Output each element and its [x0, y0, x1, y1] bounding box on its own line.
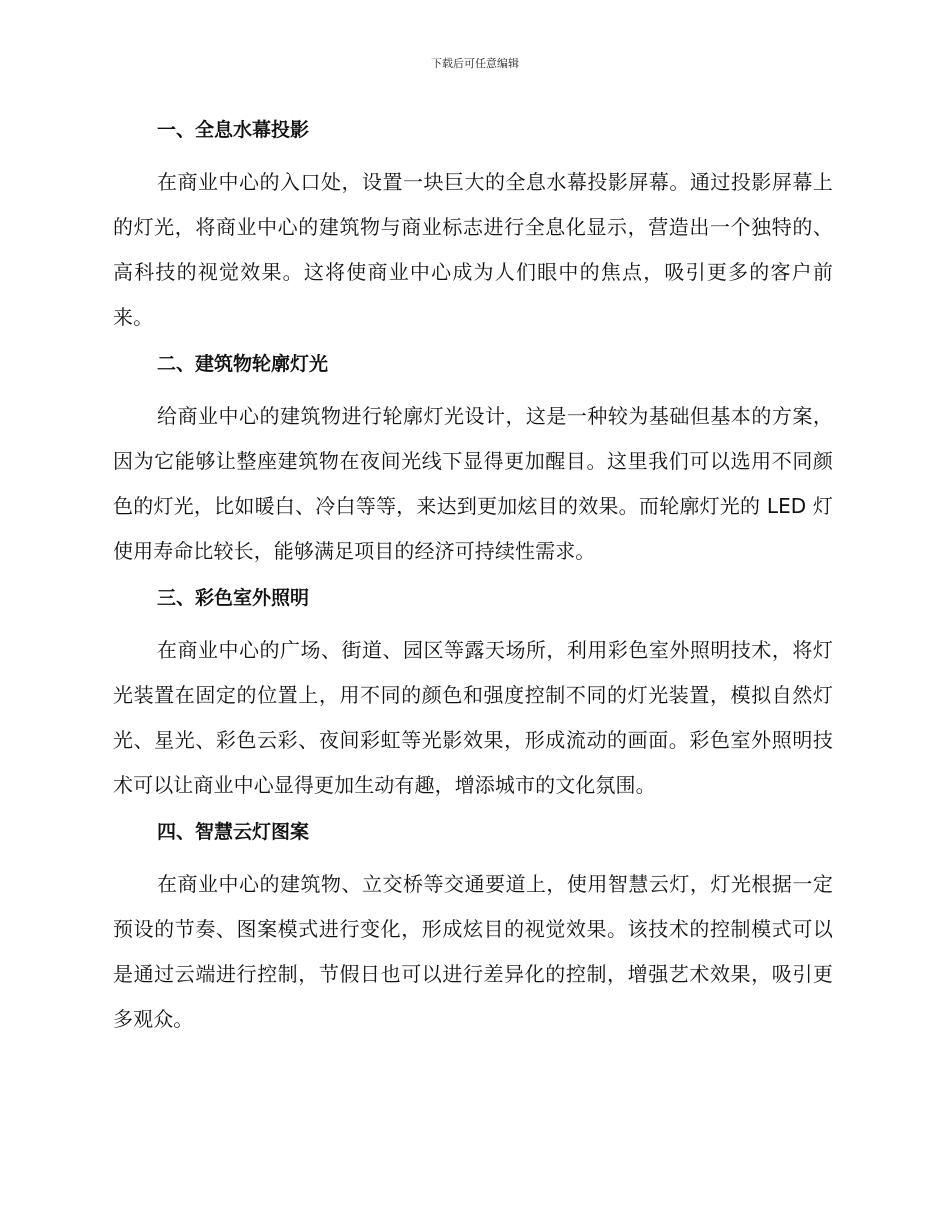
section-heading: 一、全息水幕投影 [157, 119, 310, 141]
document-content [113, 112, 833, 1048]
section-building-outline-lighting [113, 346, 833, 574]
section-paragraph: 给商业中心的建筑物进行轮廓灯光设计，这是一种较为基础但基本的方案，因为它能够让整座建筑物在夜间光线下显得更加醒目。这里我们可以选用不同颜色的灯光，比如暖白、冷白等等，来达到更加炫目的效果。而轮廓灯光的 LED 灯使用寿命比较长，能够满足项目的经济可持续性需求。 [113, 404, 833, 563]
section-paragraph: 在商业中心的广场、街道、园区等露天场所，利用彩色室外照明技术，将灯光装置在固定的位置上，用不同的颜色和强度控制不同的灯光装置，模拟自然灯光、星光、彩色云彩、夜间彩虹等光影效果，形成流动的画面。彩色室外照明技术可以让商业中心显得更加生动有趣，增添城市的文化氛围。 [113, 638, 833, 797]
section-color-outdoor-lighting [113, 580, 833, 808]
section-heading: 四、智慧云灯图案 [157, 821, 310, 843]
section-smart-cloud-light-pattern [113, 814, 833, 1042]
page-header: 下载后可任意编辑 [431, 57, 519, 70]
section-heading: 三、彩色室外照明 [157, 587, 310, 609]
section-hologram-water-screen [113, 112, 833, 340]
section-heading: 二、建筑物轮廓灯光 [157, 353, 329, 375]
section-paragraph: 在商业中心的建筑物、立交桥等交通要道上，使用智慧云灯，灯光根据一定预设的节奏、图案模式进行变化，形成炫目的视觉效果。该技术的控制模式可以是通过云端进行控制，节假日也可以进行差异化的控制，增强艺术效果，吸引更多观众。 [113, 872, 833, 1031]
section-paragraph: 在商业中心的入口处，设置一块巨大的全息水幕投影屏幕。通过投影屏幕上的灯光，将商业中心的建筑物与商业标志进行全息化显示，营造出一个独特的、高科技的视觉效果。这将使商业中心成为人们眼中的焦点，吸引更多的客户前来。 [113, 170, 833, 329]
